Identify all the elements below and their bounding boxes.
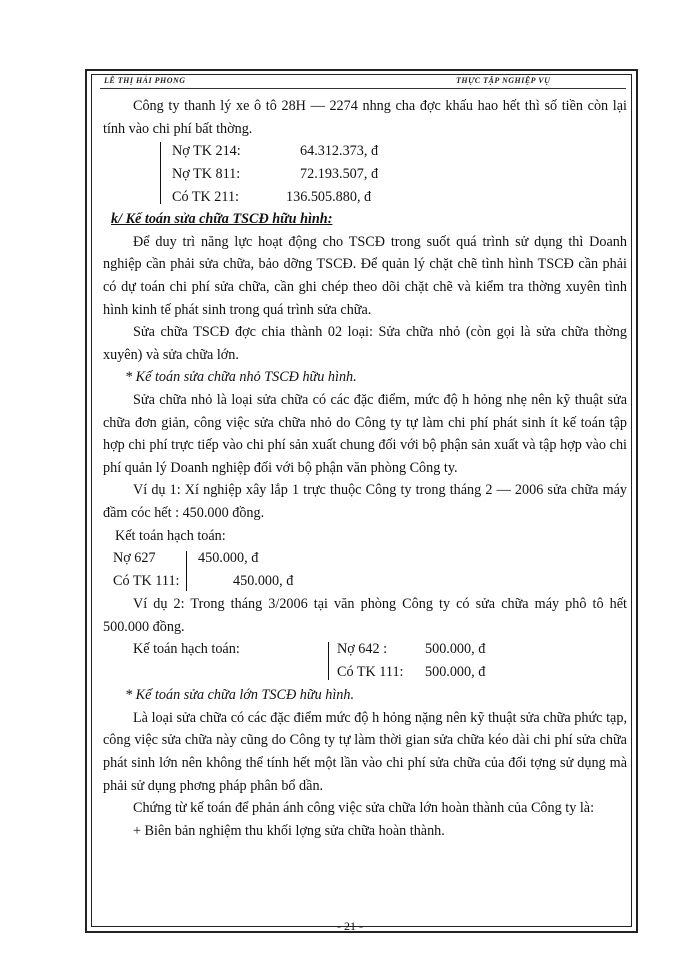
paragraph-k1: Để duy trì năng lực hoạt động cho TSCĐ trong suốt quá trình sử dụng thì Doanh nghiệp cần phải sửa chữa, bảo dỡng TSCĐ. Để quản lý chặt chẽ tình hình TSCĐ cần phải có dự toán chi phí sửa chữa, cần ghi chép theo dõi chặt chẽ và kiểm tra thờng xuyên tình hình kinh tế phát sinh trong quá trình sửa chữa.	[103, 233, 627, 318]
paragraph-k2: Sửa chữa TSCĐ đợc chia thành 02 loại: Sửa chữa nhỏ (còn gọi là sửa chữa thờng xuyên) và sửa chữa lớn.	[103, 324, 627, 363]
brace-icon	[160, 142, 168, 204]
entry-account: Nợ 627	[113, 550, 156, 567]
entry-amount: 64.312.373, đ	[300, 143, 379, 160]
entry-row: Nợ TK 811:	[172, 166, 241, 183]
journal-entry-liquidation	[160, 140, 627, 208]
entry-amount: 136.505.880, đ	[286, 189, 372, 206]
entry-amount: 450.000, đ	[198, 550, 259, 567]
entry-row: Có TK 211:	[172, 189, 240, 206]
paragraph-large-repair: Là loại sửa chữa có các đặc điểm mức độ h hỏng nặng nên kỹ thuật sửa chữa phức tạp, công việc sửa chữa này cũng do Công ty tự làm thời gian sửa chữa kéo dài chi phí sửa chữa phát sinh lớn nên không thể tính hết một lần vào chi phí sửa chữa của đối tợng sử dụng mà phải sử dụng phơng pháp phân bổ dần.	[103, 709, 627, 794]
entry-account: Nợ 642 :	[337, 641, 388, 658]
subheading-small-repair: * Kế toán sửa chữa nhỏ TSCĐ hữu hình.	[125, 369, 357, 386]
paragraph-small-repair: Sửa chữa nhỏ là loại sửa chữa có các đặc điểm, mức độ h hỏng nhẹ nên kỹ thuật sửa chữa đơn giản, công việc sửa chữa nhỏ do Công ty tự làm chi phí phát sinh ít kế toán tập hợp chi phí trực tiếp vào chi phí sản xuất chung đối với bộ phận sản xuất và tập hợp vào chi phí quản lý Doanh nghiệp đối với bộ phận văn phòng Công ty.	[103, 391, 627, 476]
example-1-label: Kết toán hạch toán:	[115, 527, 226, 544]
entry-row: Nợ TK 214:	[172, 143, 241, 160]
entry-amount: 500.000, đ	[425, 664, 486, 681]
example-2-label: Kế toán hạch toán:	[133, 641, 240, 658]
paragraph-documents: Chứng từ kế toán để phản ánh công việc sửa chữa lớn hoàn thành của Công ty là:	[133, 800, 595, 817]
page-number: - 21 -	[337, 919, 363, 933]
brace-icon	[328, 642, 329, 680]
entry-amount: 450.000, đ	[233, 573, 294, 590]
header-rule	[100, 88, 626, 89]
brace-icon	[186, 551, 187, 591]
subheading-large-repair: * Kế toán sửa chữa lớn TSCĐ hữu hình.	[125, 687, 355, 704]
section-heading: k/ Kế toán sửa chữa TSCĐ hữu hình:	[111, 211, 333, 228]
entry-account: Có TK 111:	[337, 664, 404, 681]
header-author: LÊ THỊ HẢI PHONG	[104, 76, 186, 85]
example-2: Ví dụ 2: Trong tháng 3/2006 tại văn phòng Công ty có sửa chữa máy phô tô hết 500.000 đồng.	[103, 596, 627, 635]
bullet-item: + Biên bản nghiệm thu khối lợng sửa chữa hoàn thành.	[133, 822, 445, 839]
entry-amount: 72.193.507, đ	[300, 166, 379, 183]
example-1: Ví dụ 1: Xí nghiệp xây lắp 1 trực thuộc Công ty trong tháng 2 — 2006 sửa chữa máy đầm cóc hết : 450.000 đồng.	[103, 482, 627, 521]
entry-amount: 500.000, đ	[425, 641, 486, 658]
document-body	[103, 95, 627, 842]
header-title: THỰC TẬP NGHIỆP VỤ	[456, 76, 551, 85]
journal-entry-example-2	[103, 638, 627, 684]
entry-account: Có TK 111:	[113, 573, 180, 590]
paragraph-liquidation: Công ty thanh lý xe ô tô 28H — 2274 nhng cha đợc khấu hao hết thì số tiền còn lại tính vào chi phí bất thờng.	[103, 98, 627, 137]
journal-entry-example-1	[113, 547, 627, 593]
